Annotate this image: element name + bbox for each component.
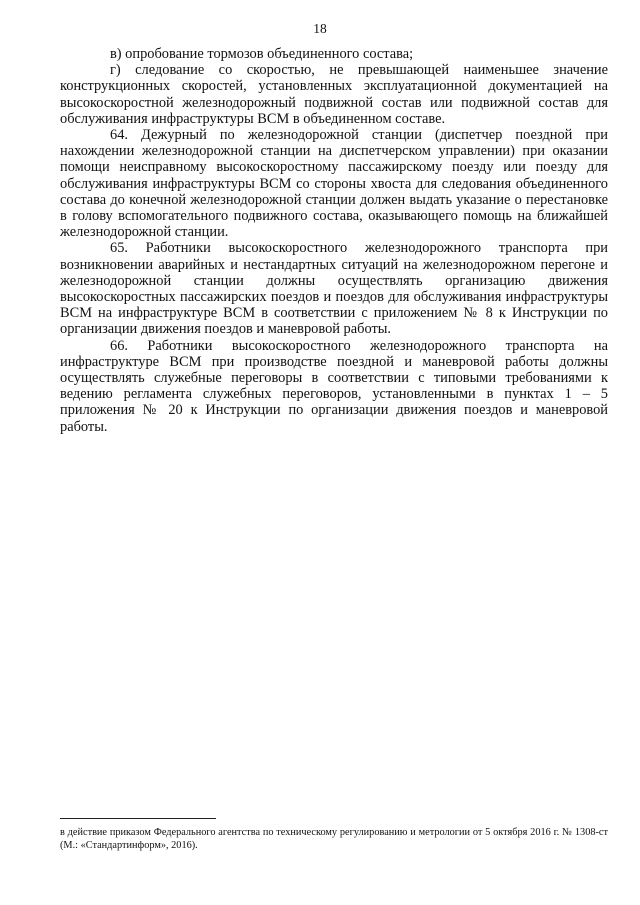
page-number: 18	[313, 21, 327, 36]
footnote: в действие приказом Федерального агентства по техническому регулированию и метрологии от 5 октября 2016 г. № 1308-ст (М.: «Стандартинформ», 2016).	[60, 827, 608, 851]
paragraph-brake-test: в) опробование тормозов объединенного состава;	[110, 46, 414, 62]
paragraph-66: 66. Работники высокоскоростного железнодорожного транспорта на инфраструктуре ВСМ при производстве поездной и маневровой работы должны осуществлять служебные переговоры в соответствии с типовыми требованиями к ведению регламента служебных переговоров, установленными в пунктах 1 – 5 приложения № 20 к Инструкции по организации движения поездов и маневровой работы.	[60, 337, 608, 435]
document-body	[60, 46, 608, 435]
paragraph-64: 64. Дежурный по железнодорожной станции (диспетчер поездной при нахождении железнодорожной станции на диспетчерском управлении) при оказании помощи неисправному высокоскоростному пассажирскому поезду или поезду для обслуживания инфраструктуры ВСМ со стороны хвоста для следования объединенного состава до конечной железнодорожной станции должен выдать указание о перестановке в голову вспомогательного подвижного состава, оказывающего помощь на ближайшей железнодорожной станции.	[60, 127, 608, 241]
footnote-separator	[60, 818, 216, 819]
paragraph-65: 65. Работники высокоскоростного железнодорожного транспорта при возникновении аварийных и нестандартных ситуаций на железнодорожном перегоне и железнодорожной станции должны осуществлять организацию движения высокоскоростных пассажирских поездов и поездов для обслуживания инфраструктуры ВСМ на инфраструктуре ВСМ в соответствии с приложением № 8 к Инструкции по организации движения поездов и маневровой работы.	[60, 240, 608, 338]
paragraph-speed-limit: г) следование со скоростью, не превышающей наименьшее значение конструкционных скоростей, установленных эксплуатационной документацией на высокоскоростной железнодорожный подвижной состав или подвижной состав для обслуживания инфраструктуры ВСМ в объединенном составе.	[60, 62, 608, 127]
